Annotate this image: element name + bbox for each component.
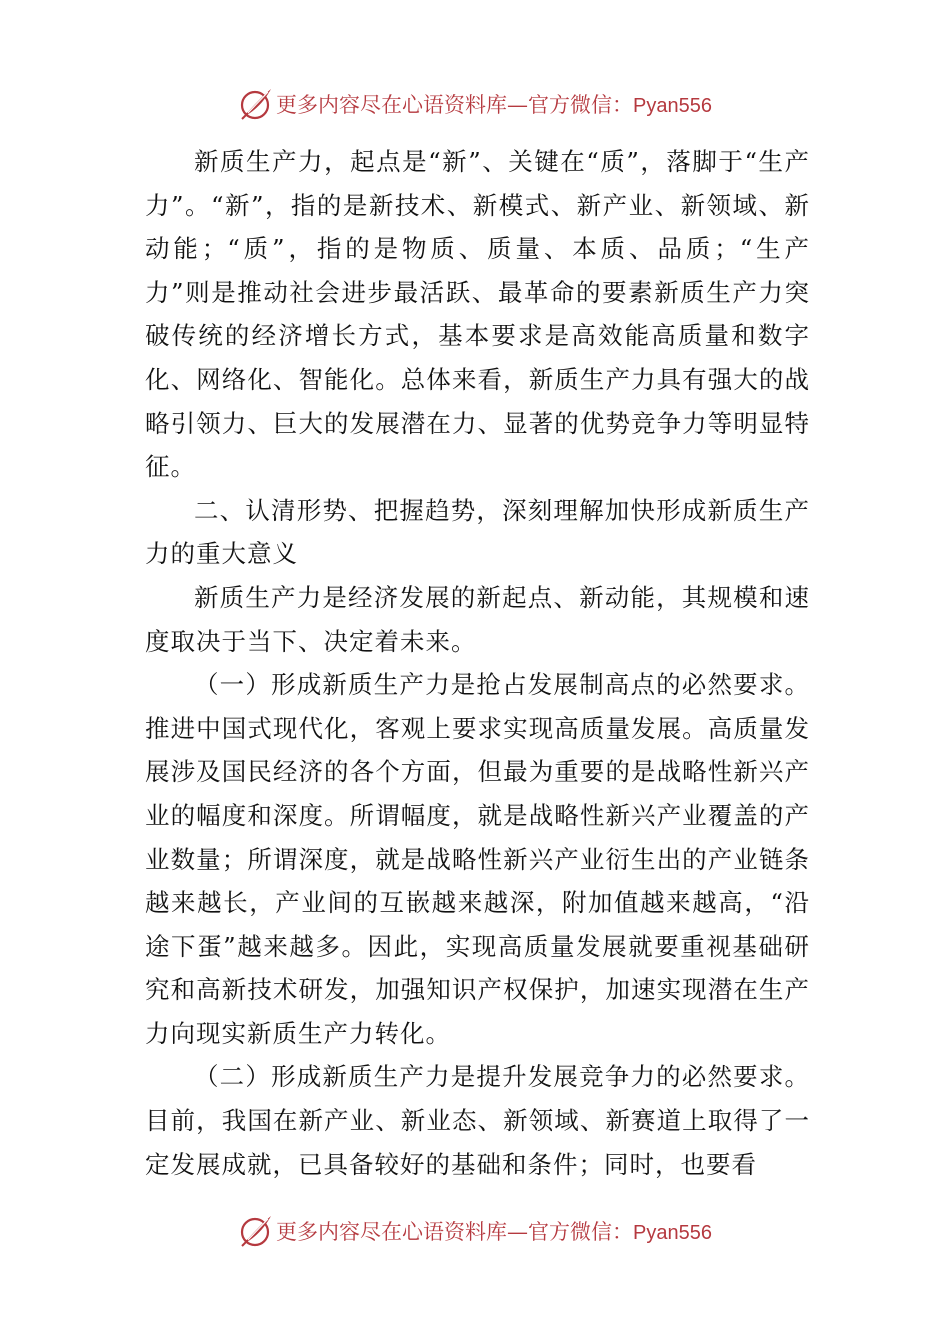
section-heading: 二、认清形势、把握趋势，深刻理解加快形成新质生产力的重大意义	[145, 495, 810, 569]
paragraph-definition: 新质生产力，起点是“新”、关键在“质”，落脚于“生产力”。“新”，指的是新技术、新模式、新产业、新领域、新动能；“质”，指的是物质、质量、本质、品质；“生产力”则是推动社会进步最活跃、最革命的要素新质生产力突破传统的经济增长方式，基本要求是高效能高质量和数字化、网络化、智能化。总体来看，新质生产力具有强大的战略引领力、巨大的发展潜在力、显著的优势竞争力等明显特征。	[145, 147, 810, 482]
paragraph-point-two: （二）形成新质生产力是提升发展竞争力的必然要求。目前，我国在新产业、新业态、新领域、新赛道上取得了一定发展成就，已具备较好的基础和条件；同时，也要看	[145, 1062, 810, 1179]
footer-banner	[0, 1211, 950, 1251]
feather-pen-logo-icon	[238, 86, 274, 122]
feather-pen-logo-icon	[238, 1213, 274, 1249]
wechat-id: Pyan556	[633, 1222, 712, 1244]
banner-text: 更多内容尽在心语资料库—官方微信：Pyan556	[276, 1220, 712, 1244]
header-banner	[0, 84, 950, 124]
paragraph-point-one: （一）形成新质生产力是抢占发展制高点的必然要求。推进中国式现代化，客观上要求实现高质量发展。高质量发展涉及国民经济的各个方面，但最为重要的是战略性新兴产业的幅度和深度。所谓幅度，就是战略性新兴产业覆盖的产业数量；所谓深度，就是战略性新兴产业衍生出的产业链条越来越长，产业间的互嵌越来越深，附加值越来越高，“沿途下蛋”越来越多。因此，实现高质量发展就要重视基础研究和高新技术研发，加强知识产权保护，加速实现潜在生产力向现实新质生产力转化。	[145, 670, 810, 1048]
wechat-id: Pyan556	[633, 95, 712, 117]
document-body	[145, 140, 810, 1186]
paragraph-intro: 新质生产力是经济发展的新起点、新动能，其规模和速度取决于当下、决定着未来。	[145, 582, 810, 656]
banner-text: 更多内容尽在心语资料库—官方微信：Pyan556	[276, 93, 712, 117]
